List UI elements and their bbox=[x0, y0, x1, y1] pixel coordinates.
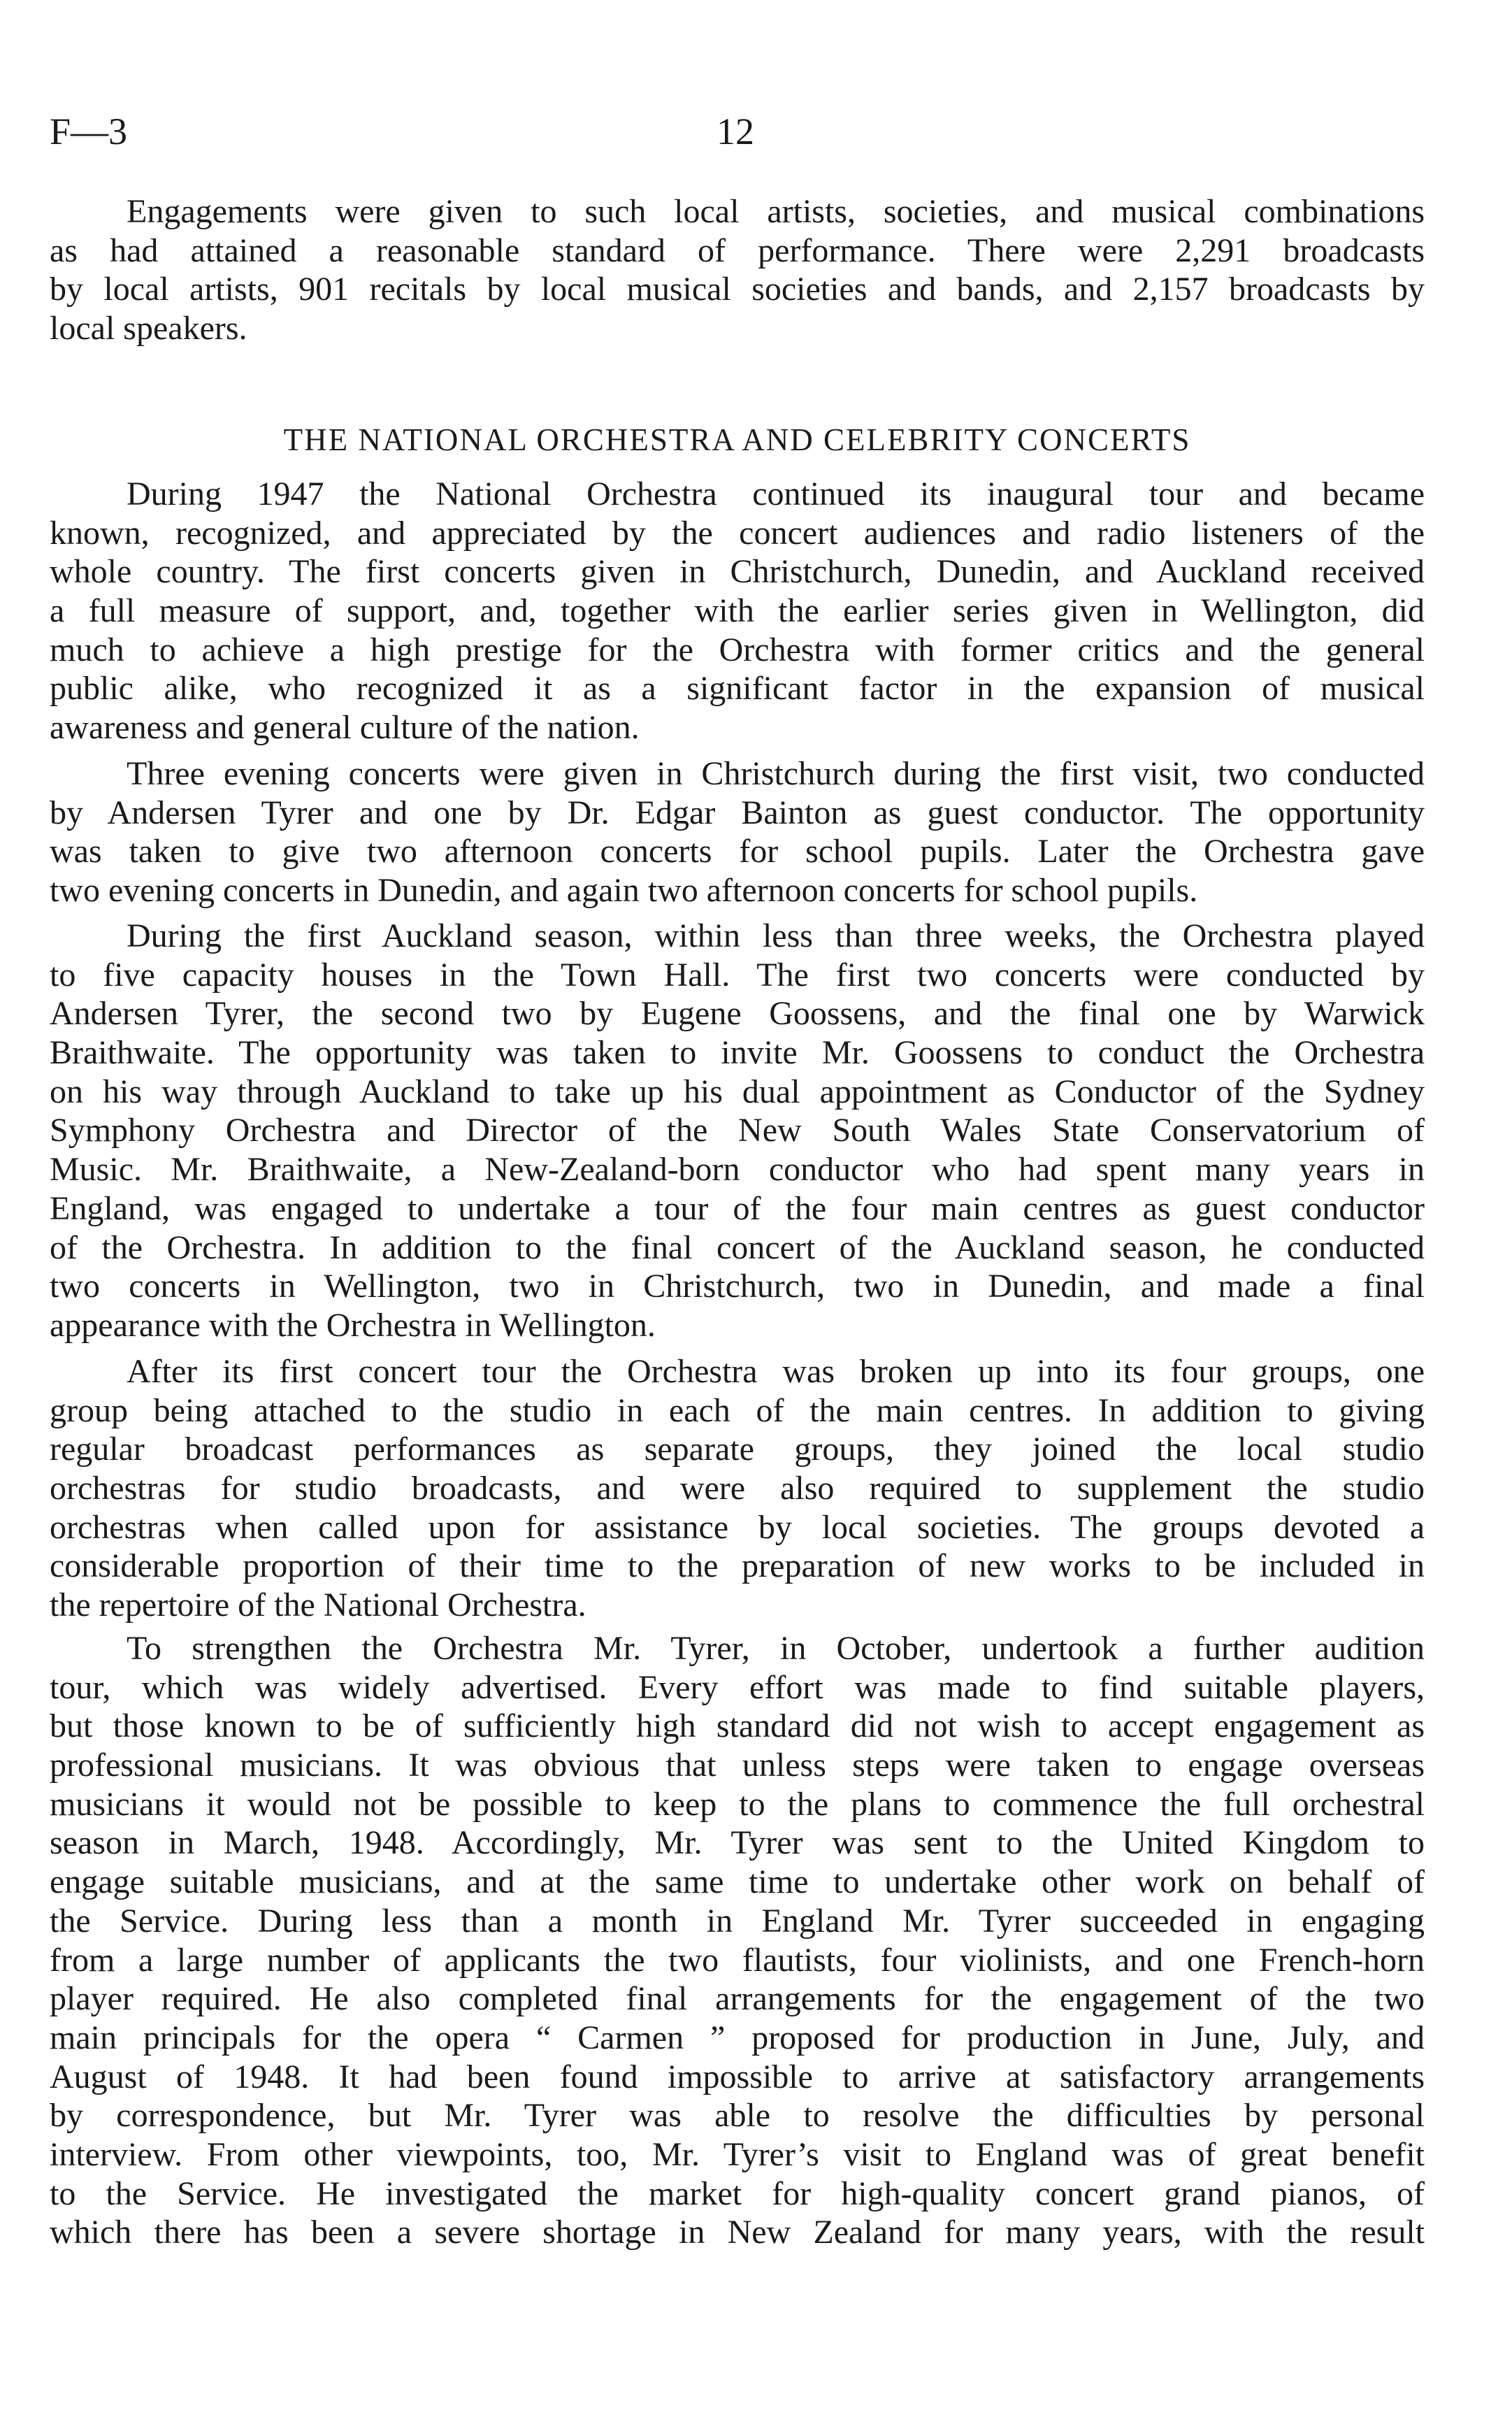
text-line: regular broadcast performances as separate groups, they joined the local studio bbox=[50, 1431, 1425, 1468]
paragraph-orchestra-groups bbox=[50, 1352, 1425, 1625]
text-line: player required. He also completed final arrangements for the engagement of the two bbox=[50, 1980, 1425, 2018]
text-line: on his way through Auckland to take up his dual appointment as Conductor of the Sydney bbox=[50, 1073, 1425, 1110]
paragraph-local-engagements bbox=[50, 192, 1425, 348]
text-line: but those known to be of sufficiently high standard did not wish to accept engagement as bbox=[50, 1707, 1425, 1745]
text-line: the Service. During less than a month in England Mr. Tyrer succeeded in engaging bbox=[50, 1902, 1425, 1940]
text-line: interview. From other viewpoints, too, Mr. Tyrer’s visit to England was of great benefit bbox=[50, 2135, 1425, 2173]
text-line: Three evening concerts were given in Christchurch during the first visit, two conducted bbox=[127, 755, 1425, 792]
text-line: season in March, 1948. Accordingly, Mr. Tyrer was sent to the United Kingdom to bbox=[50, 1824, 1425, 1862]
text-line: During 1947 the National Orchestra continued its inaugural tour and became bbox=[127, 475, 1425, 513]
text-line: by Andersen Tyrer and one by Dr. Edgar Bainton as guest conductor. The opportunity bbox=[50, 794, 1425, 831]
paragraph-audition-tour bbox=[50, 1629, 1425, 2252]
text-line: appearance with the Orchestra in Wellington. bbox=[50, 1306, 656, 1344]
series-code: F—3 bbox=[50, 110, 128, 152]
text-line: by correspondence, but Mr. Tyrer was able to resolve the difficulties by personal bbox=[50, 2097, 1425, 2135]
text-line: orchestras for studio broadcasts, and were also required to supplement the studio bbox=[50, 1470, 1425, 1507]
page-number: 12 bbox=[717, 110, 754, 152]
text-line: which there has been a severe shortage in New Zealand for many years, with the result bbox=[50, 2214, 1425, 2251]
text-line: August of 1948. It had been found impossible to arrive at satisfactory arrangements bbox=[50, 2058, 1425, 2095]
text-line: a full measure of support, and, together with the earlier series given in Wellington, did bbox=[50, 592, 1425, 630]
paragraph-national-orchestra-tour bbox=[50, 475, 1425, 747]
text-line: two evening concerts in Dunedin, and again two afternoon concerts for school pupils. bbox=[50, 872, 1198, 910]
text-line: Music. Mr. Braithwaite, a New-Zealand-born conductor who had spent many years in bbox=[50, 1151, 1425, 1189]
paragraph-auckland-season bbox=[50, 917, 1425, 1345]
text-line: Braithwaite. The opportunity was taken to invite Mr. Goossens to conduct the Orchestra bbox=[50, 1034, 1425, 1072]
text-line: Engagements were given to such local artists, societies, and musical combinations bbox=[127, 193, 1425, 230]
text-line: Andersen Tyrer, the second two by Eugene Goossens, and the final one by Warwick bbox=[50, 995, 1425, 1033]
text-line: considerable proportion of their time to the preparation of new works to be included in bbox=[50, 1547, 1425, 1585]
text-line: awareness and general culture of the nation. bbox=[50, 709, 640, 747]
text-line: of the Orchestra. In addition to the final concert of the Auckland season, he conducted bbox=[50, 1228, 1425, 1266]
text-line: orchestras when called upon for assistance by local societies. The groups devoted a bbox=[50, 1508, 1425, 1546]
text-line: to the Service. He investigated the market for high-quality concert grand pianos, of bbox=[50, 2174, 1425, 2212]
text-line: two concerts in Wellington, two in Christchurch, two in Dunedin, and made a final bbox=[50, 1268, 1425, 1305]
text-line: by local artists, 901 recitals by local musical societies and bands, and 2,157 broadcasts by bbox=[50, 271, 1425, 308]
text-line: Symphony Orchestra and Director of the New South Wales State Conservatorium of bbox=[50, 1112, 1425, 1149]
text-line: professional musicians. It was obvious that unless steps were taken to engage overseas bbox=[50, 1747, 1425, 1784]
text-line: engage suitable musicians, and at the same time to undertake other work on behalf of bbox=[50, 1863, 1425, 1901]
text-line: much to achieve a high prestige for the Orchestra with former critics and the general bbox=[50, 631, 1425, 668]
section-heading: THE NATIONAL ORCHESTRA AND CELEBRITY CONCERTS bbox=[283, 422, 1191, 457]
text-line: To strengthen the Orchestra Mr. Tyrer, in October, undertook a further audition bbox=[127, 1630, 1425, 1667]
paragraph-christchurch-concerts bbox=[50, 754, 1425, 910]
text-line: the repertoire of the National Orchestra. bbox=[50, 1586, 586, 1624]
text-line: whole country. The first concerts given in Christchurch, Dunedin, and Auckland received bbox=[50, 553, 1425, 591]
text-line: After its first concert tour the Orchestra was broken up into its four groups, one bbox=[127, 1353, 1425, 1390]
text-line: local speakers. bbox=[50, 310, 247, 347]
text-line: public alike, who recognized it as a significant factor in the expansion of musical bbox=[50, 670, 1425, 708]
text-line: England, was engaged to undertake a tour of the four main centres as guest conductor bbox=[50, 1189, 1425, 1227]
text-line: to five capacity houses in the Town Hall. The first two concerts were conducted by bbox=[50, 956, 1425, 994]
text-line: from a large number of applicants the two flautists, four violinists, and one French-horn bbox=[50, 1941, 1425, 1979]
text-line: as had attained a reasonable standard of performance. There were 2,291 broadcasts bbox=[50, 231, 1425, 269]
text-line: During the first Auckland season, within less than three weeks, the Orchestra played bbox=[127, 917, 1425, 954]
text-line: was taken to give two afternoon concerts for school pupils. Later the Orchestra gave bbox=[50, 833, 1425, 870]
text-line: known, recognized, and appreciated by the concert audiences and radio listeners of the bbox=[50, 514, 1425, 552]
text-line: group being attached to the studio in each of the main centres. In addition to giving bbox=[50, 1391, 1425, 1429]
text-line: tour, which was widely advertised. Every effort was made to find suitable players, bbox=[50, 1668, 1425, 1706]
text-line: musicians it would not be possible to keep to the plans to commence the full orchestral bbox=[50, 1785, 1425, 1823]
text-line: main principals for the opera “ Carmen ” proposed for production in June, July, and bbox=[50, 2019, 1425, 2056]
